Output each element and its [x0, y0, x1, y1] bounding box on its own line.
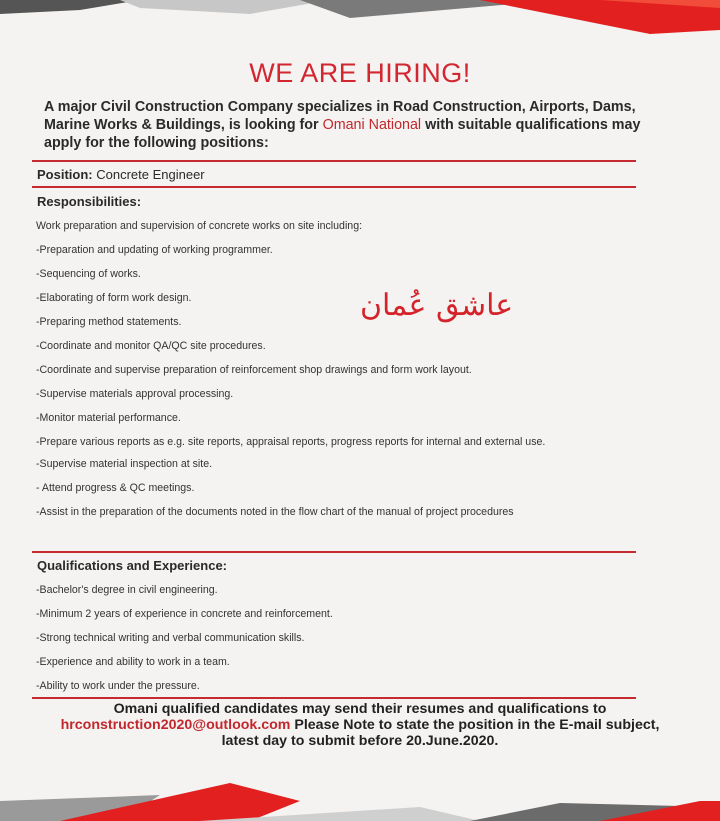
list-item: -Preparation and updating of working programmer.	[36, 244, 273, 256]
footer-contact	[30, 701, 690, 749]
intro-highlight: Omani National	[322, 117, 422, 133]
list-item: -Sequencing of works.	[36, 268, 141, 280]
qualifications-heading: Qualifications and Experience:	[37, 558, 227, 573]
divider	[32, 697, 636, 699]
position-label: Position:	[37, 167, 93, 182]
list-item: -Preparing method statements.	[36, 316, 182, 328]
list-item: -Prepare various reports as e.g. site reports, appraisal reports, progress reports for internal and external use.	[36, 436, 546, 448]
list-item: -Minimum 2 years of experience in concrete and reinforcement.	[36, 608, 333, 620]
responsibilities-list	[36, 220, 656, 530]
footer-line3: latest day to submit before 20.June.2020.	[221, 733, 499, 749]
footer-line2: Please Note to state the position in the E-mail subject,	[294, 717, 660, 733]
list-item: - Attend progress & QC meetings.	[36, 482, 195, 494]
intro-lead: A major Civil Construction Company specializes in Road Construction, Airports, Dams, Marine Works & Buildings, is looking for	[44, 99, 636, 133]
contact-email-link[interactable]: hrconstruction2020@outlook.com	[60, 717, 291, 733]
intro-paragraph	[44, 98, 664, 152]
list-item: -Elaborating of form work design.	[36, 292, 192, 304]
list-item: -Assist in the preparation of the documents noted in the flow chart of the manual of project procedures	[36, 506, 514, 518]
position-row	[37, 167, 205, 182]
top-decor-stripes	[0, 0, 720, 40]
list-item: -Coordinate and supervise preparation of reinforcement shop drawings and form work layout.	[36, 364, 472, 376]
list-item: -Bachelor's degree in civil engineering.	[36, 584, 218, 596]
footer-line1: Omani qualified candidates may send their resumes and qualifications to	[113, 701, 607, 717]
responsibilities-heading: Responsibilities:	[37, 194, 142, 209]
bottom-decor-stripes	[0, 761, 720, 821]
list-item: -Experience and ability to work in a team.	[36, 656, 230, 668]
list-item: -Supervise materials approval processing.	[36, 388, 234, 400]
list-item: -Coordinate and monitor QA/QC site procedures.	[36, 340, 266, 352]
intro-tail: with suitable qualifications may apply for the following positions:	[44, 117, 641, 151]
divider	[32, 186, 636, 188]
qualifications-list	[36, 584, 656, 704]
list-item: -Strong technical writing and verbal communication skills.	[36, 632, 305, 644]
list-item: -Monitor material performance.	[36, 412, 181, 424]
list-item: -Supervise material inspection at site.	[36, 458, 213, 470]
page-title: WE ARE HIRING!	[249, 58, 471, 88]
list-item: Work preparation and supervision of concrete works on site including:	[36, 220, 363, 232]
arabic-watermark: عاشق عُمان	[360, 288, 514, 323]
divider	[32, 160, 636, 162]
list-item: -Ability to work under the pressure.	[36, 680, 200, 692]
divider	[32, 551, 636, 553]
footer-line2-row	[30, 717, 690, 733]
position-value: Concrete Engineer	[96, 167, 205, 182]
